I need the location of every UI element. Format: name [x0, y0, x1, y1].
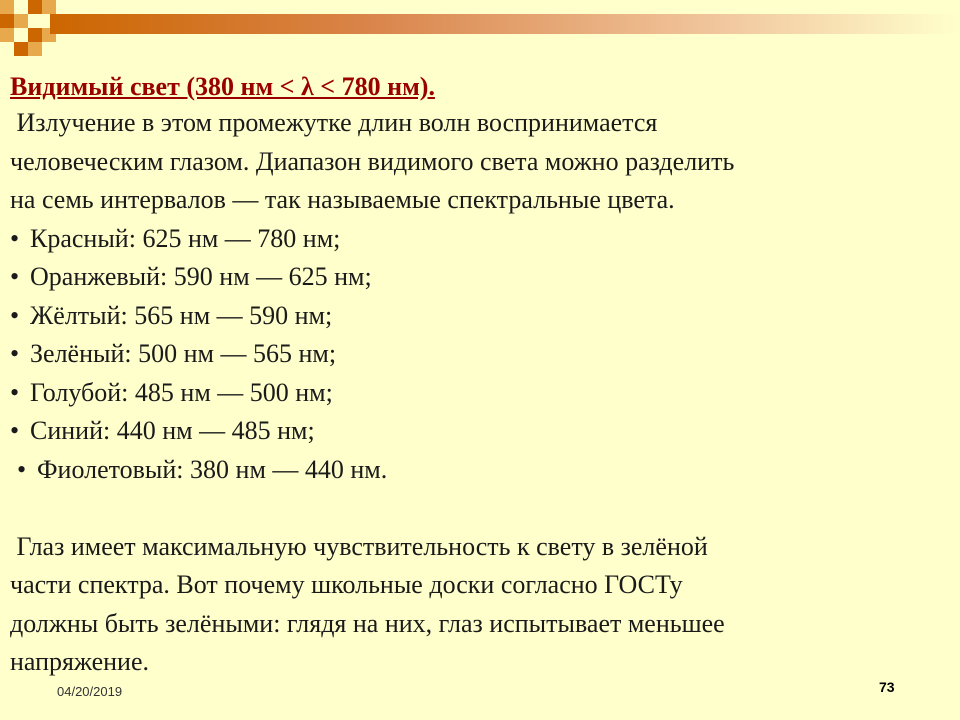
list-item	[10, 297, 940, 336]
list-item	[10, 335, 940, 374]
list-item-text: Красный: 625 нм — 780 нм;	[30, 223, 341, 253]
bullet-icon: •	[10, 262, 20, 291]
bullet-icon: •	[10, 339, 20, 368]
deco-square	[28, 0, 42, 14]
bullet-icon: •	[10, 377, 20, 407]
list-item	[10, 451, 940, 490]
closing-line: Глаз имеет максимальную чувствительность к свету в зелёной	[10, 531, 708, 561]
list-item-text: Голубой: 485 нм — 500 нм;	[30, 377, 333, 407]
list-item-text: Синий: 440 нм — 485 нм;	[30, 416, 315, 445]
list-item	[10, 258, 940, 297]
deco-square	[0, 0, 14, 14]
list-item-text: Зелёный: 500 нм — 565 нм;	[30, 339, 337, 368]
list-item	[10, 412, 940, 451]
bullet-icon: •	[10, 223, 20, 253]
list-item-text: Жёлтый: 565 нм — 590 нм;	[30, 300, 333, 330]
deco-square	[14, 0, 28, 14]
closing-line: напряжение.	[10, 647, 150, 676]
bullet-icon: •	[10, 300, 20, 330]
intro-line: Излучение в этом промежутке длин волн воспринимается	[10, 108, 658, 137]
bullet-icon: •	[17, 454, 27, 484]
closing-line: части спектра. Вот почему школьные доски согласно ГОСТу	[10, 570, 683, 599]
top-accent-band	[50, 14, 960, 34]
deco-square	[0, 28, 14, 42]
paragraph-spacer	[10, 489, 940, 528]
list-item	[10, 220, 940, 259]
deco-square	[14, 28, 28, 42]
deco-square	[14, 42, 28, 56]
deco-square	[0, 14, 14, 28]
slide-title: Видимый свет (380 нм < λ < 780 нм).	[10, 72, 435, 101]
bullet-icon: •	[10, 416, 20, 445]
intro-line: на семь интервалов — так называемые спектральные цвета.	[10, 185, 675, 214]
slide-body	[10, 104, 940, 682]
list-item-text: Фиолетовый: 380 нм — 440 нм.	[37, 454, 388, 484]
spectral-colors-list	[10, 220, 940, 490]
deco-square	[28, 14, 42, 28]
deco-square	[14, 14, 28, 28]
deco-square	[42, 42, 56, 56]
deco-square	[28, 28, 42, 42]
deco-square	[28, 42, 42, 56]
closing-line: должны быть зелёными: глядя на них, глаз испытывает меньшее	[10, 608, 725, 638]
list-item-text: Оранжевый: 590 нм — 625 нм;	[30, 262, 372, 291]
list-item	[10, 374, 940, 413]
slide-date: 04/20/2019	[57, 684, 123, 699]
deco-square	[42, 0, 56, 14]
intro-line: человеческим глазом. Диапазон видимого света можно разделить	[10, 146, 735, 176]
page-number: 73	[879, 679, 895, 695]
